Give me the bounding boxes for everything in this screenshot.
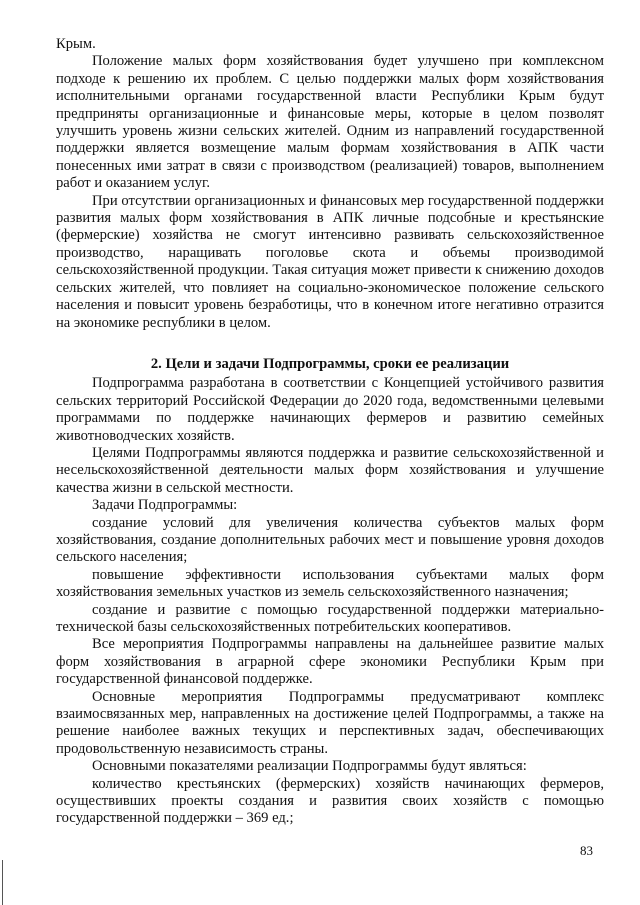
paragraph: Подпрограмма разработана в соответствии с Концепцией устойчивого развития сельских территорий Российской Федерации до 2020 года, ведомственными целевыми программами по поддержке начинающих фермеров и развитию семейных животноводческих хозяйств. bbox=[56, 375, 604, 444]
paragraph: Целями Подпрограммы являются поддержка и развитие сельскохозяйственной и несельскохозяйственной деятельности малых форм хозяйствования и улучшение качества жизни в сельской местности. bbox=[56, 444, 604, 496]
paragraph: Все мероприятия Подпрограммы направлены на дальнейшее развитие малых форм хозяйствования в аграрной сфере экономики Республики Крым при государственной финансовой поддержке. bbox=[56, 636, 604, 688]
paragraph: При отсутствии организационных и финансовых мер государственной поддержки развития малых форм хозяйствования в АПК личные подсобные и крестьянские (фермерские) хозяйства не смогут интенсивно развивать сельскохозяйственное производство, наращивать поголовье скота и объемы производимой сельскохозяйственной продукции. Такая ситуация может привести к снижению доходов сельских жителей, что повлияет на социально-экономическое положение сельского населения и повысит уровень безработицы, что в конечном итоге негативно отразится на экономике республики в целом. bbox=[56, 192, 604, 331]
list-item: создание условий для увеличения количества субъектов малых форм хозяйствования, создание дополнительных рабочих мест и повышение уровня доходов сельского населения; bbox=[56, 514, 604, 566]
page-number: 83 bbox=[580, 843, 593, 858]
paragraph: Основные мероприятия Подпрограммы предусматривают комплекс взаимосвязанных мер, направленных на достижение целей Подпрограммы, а также на решение наиболее важных текущих и перспективных задач, обеспечивающих продовольственную независимость страны. bbox=[56, 688, 604, 757]
paragraph: Основными показателями реализации Подпрограммы будут являться: bbox=[92, 758, 527, 775]
paragraph: Задачи Подпрограммы: bbox=[92, 497, 238, 514]
list-item: количество крестьянских (фермерских) хозяйств начинающих фермеров, осуществивших проекты создания и развития своих хозяйств с помощью государственной поддержки – 369 ед.; bbox=[56, 775, 604, 827]
section-heading: 2. Цели и задачи Подпрограммы, сроки ее реализации bbox=[150, 355, 510, 372]
document-body bbox=[56, 36, 604, 828]
list-item: создание и развитие с помощью государственной поддержки материально-технической базы сельскохозяйственных потребительских кооперативов. bbox=[56, 601, 604, 635]
paragraph: Положение малых форм хозяйствования будет улучшено при комплексном подходе к решению их проблем. С целью поддержки малых форм хозяйствования исполнительными органами государственной власти Республики Крым будут предприняты организационные и финансовые меры, которые в целом позволят улучшить уровень жизни сельских жителей. Одним из направлений государственной поддержки является возмещение малым формам хозяйствования в АПК части понесенных ими затрат в связи с производством (реализацией) товаров, выполнением работ и оказанием услуг. bbox=[56, 53, 604, 192]
scan-margin-line bbox=[2, 860, 3, 905]
paragraph: Крым. bbox=[56, 36, 96, 52]
list-item: повышение эффективности использования субъектами малых форм хозяйствования земельных участков из земель сельскохозяйственного назначения; bbox=[56, 566, 604, 601]
